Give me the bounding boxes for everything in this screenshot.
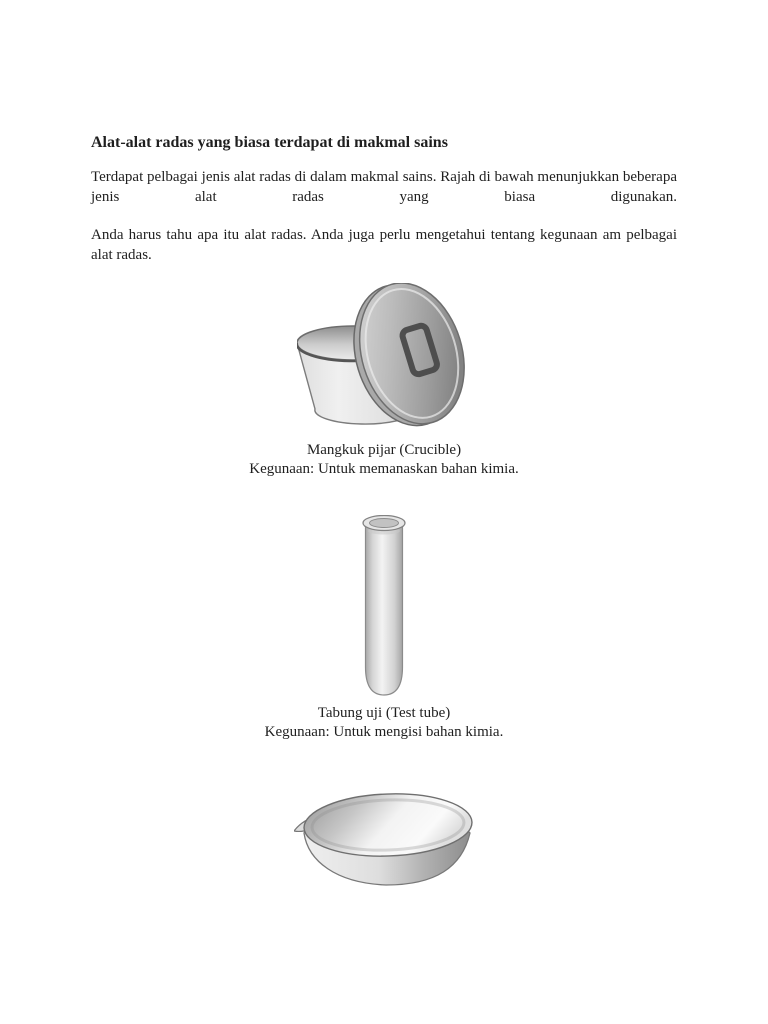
test-tube-illustration bbox=[362, 515, 406, 697]
evaporating-dish-illustration bbox=[294, 793, 474, 891]
page-title: Alat-alat radas yang biasa terdapat di makmal sains bbox=[91, 134, 448, 151]
figure-caption bbox=[91, 441, 677, 479]
figure-caption-use: Kegunaan: Untuk mengisi bahan kimia. bbox=[264, 724, 504, 740]
figure-caption-title: Mangkuk pijar (Crucible) bbox=[306, 442, 462, 458]
figure-crucible bbox=[91, 283, 677, 479]
figure-caption-title: Tabung uji (Test tube) bbox=[317, 705, 451, 721]
note-paragraph: Anda harus tahu apa itu alat radas. Anda juga perlu mengetahui tentang kegunaan am pelbagai alat radas. bbox=[91, 227, 677, 263]
figure-caption bbox=[91, 704, 677, 742]
intro-paragraph: Terdapat pelbagai jenis alat radas di dalam makmal sains. Rajah di bawah menunjukkan beberapa jenis alat radas yang biasa digunakan. bbox=[91, 169, 677, 205]
crucible-illustration bbox=[297, 283, 472, 428]
figure-caption-use: Kegunaan: Untuk memanaskan bahan kimia. bbox=[249, 461, 519, 477]
figure-evaporating-dish bbox=[91, 793, 677, 891]
figure-test-tube bbox=[91, 515, 677, 742]
